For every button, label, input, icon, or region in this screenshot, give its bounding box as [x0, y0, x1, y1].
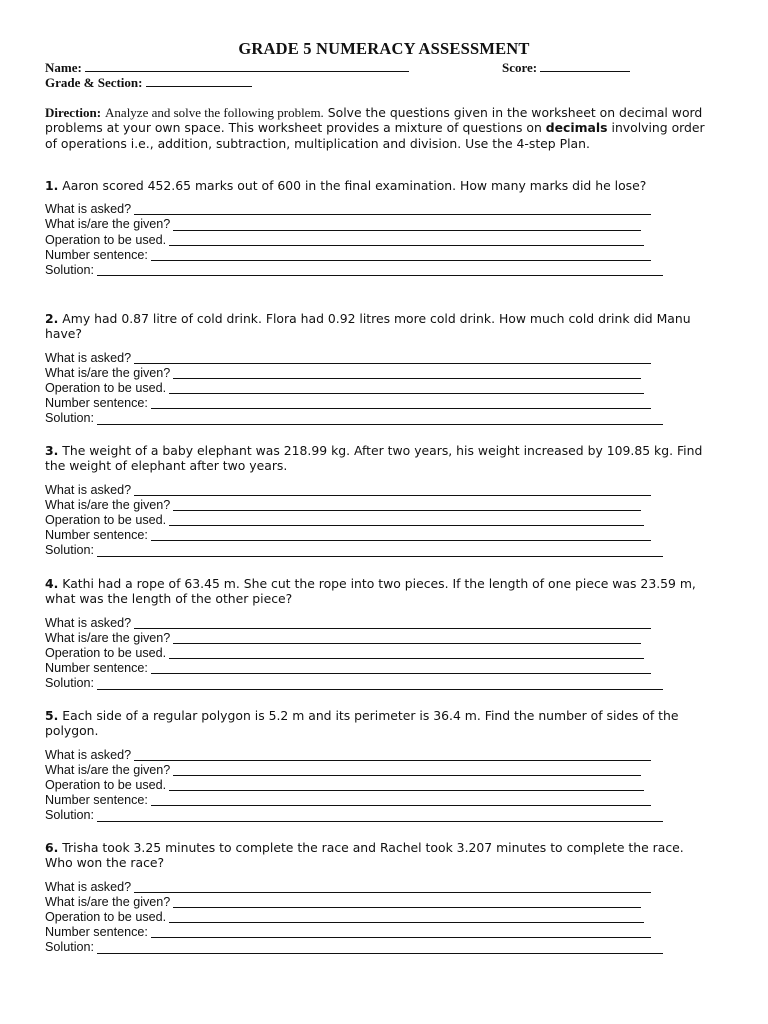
answer-fields: [45, 202, 713, 278]
given-label: What is/are the given?: [45, 497, 171, 512]
problem-question: [45, 576, 713, 607]
problem-number: 4.: [45, 576, 59, 591]
operation-label: Operation to be used.: [45, 380, 167, 395]
operation-answer-line[interactable]: [169, 779, 644, 791]
operation-answer-line[interactable]: [169, 647, 644, 659]
given-field: [45, 498, 713, 513]
asked-answer-line[interactable]: [134, 352, 651, 364]
operation-label: Operation to be used.: [45, 777, 167, 792]
solution-field: [45, 808, 713, 823]
solution-label: Solution:: [45, 940, 95, 955]
operation-answer-line[interactable]: [169, 234, 644, 246]
sentence-field: [45, 248, 713, 263]
asked-answer-line[interactable]: [134, 749, 651, 761]
given-answer-line[interactable]: [173, 632, 641, 644]
problem-number: 1.: [45, 178, 59, 193]
operation-field: [45, 910, 713, 925]
answer-fields: [45, 351, 713, 427]
problem-2: [45, 311, 713, 427]
asked-field: [45, 351, 713, 366]
sentence-answer-line[interactable]: [151, 926, 651, 938]
solution-answer-line[interactable]: [97, 264, 663, 276]
grade-section-row: [45, 75, 252, 91]
solution-label: Solution:: [45, 676, 95, 691]
given-field: [45, 217, 713, 232]
problem-question: [45, 443, 713, 474]
score-field[interactable]: [540, 60, 630, 72]
problem-question: [45, 178, 713, 193]
sentence-label: Number sentence:: [45, 528, 148, 543]
operation-field: [45, 381, 713, 396]
given-answer-line[interactable]: [173, 764, 641, 776]
solution-answer-line[interactable]: [97, 413, 663, 425]
answer-fields: [45, 616, 713, 692]
asked-field: [45, 748, 713, 763]
solution-answer-line[interactable]: [97, 545, 663, 557]
answer-fields: [45, 483, 713, 559]
problem-text: Amy had 0.87 litre of cold drink. Flora had 0.92 litres more cold drink. How much cold drink did Manu have?: [45, 311, 691, 342]
operation-field: [45, 646, 713, 661]
problem-question: [45, 708, 713, 739]
solution-field: [45, 543, 713, 558]
grade-section-label: Grade & Section:: [45, 75, 143, 90]
given-label: What is/are the given?: [45, 894, 171, 909]
score-row: [502, 60, 630, 76]
sentence-label: Number sentence:: [45, 925, 148, 940]
solution-field: [45, 411, 713, 426]
asked-answer-line[interactable]: [134, 484, 651, 496]
given-label: What is/are the given?: [45, 630, 171, 645]
asked-answer-line[interactable]: [134, 203, 651, 215]
direction-text-b: involving order of operations i.e., addition, subtraction, multiplication and division. Use the 4-step Plan.: [45, 120, 705, 151]
solution-label: Solution:: [45, 411, 95, 426]
direction-paragraph: [45, 105, 713, 151]
operation-answer-line[interactable]: [169, 382, 644, 394]
problem-number: 2.: [45, 311, 59, 326]
solution-answer-line[interactable]: [97, 810, 663, 822]
problem-1: [45, 178, 713, 278]
direction-label: Direction:: [45, 105, 102, 120]
asked-answer-line[interactable]: [134, 617, 651, 629]
grade-section-field[interactable]: [146, 75, 252, 87]
operation-label: Operation to be used.: [45, 909, 167, 924]
sentence-answer-line[interactable]: [151, 794, 651, 806]
given-field: [45, 366, 713, 381]
operation-field: [45, 513, 713, 528]
operation-answer-line[interactable]: [169, 911, 644, 923]
score-label: Score:: [502, 60, 538, 75]
answer-fields: [45, 748, 713, 824]
problem-6: [45, 840, 713, 956]
given-field: [45, 631, 713, 646]
operation-label: Operation to be used.: [45, 645, 167, 660]
asked-label: What is asked?: [45, 615, 132, 630]
problem-number: 5.: [45, 708, 59, 723]
asked-answer-line[interactable]: [134, 881, 651, 893]
operation-label: Operation to be used.: [45, 232, 167, 247]
solution-field: [45, 676, 713, 691]
direction-lead: Analyze and solve the following problem.: [105, 105, 324, 120]
asked-field: [45, 880, 713, 895]
asked-label: What is asked?: [45, 350, 132, 365]
problem-question: [45, 840, 713, 871]
asked-field: [45, 483, 713, 498]
sentence-label: Number sentence:: [45, 793, 148, 808]
name-label: Name:: [45, 60, 82, 75]
problem-question: [45, 311, 713, 342]
problem-number: 6.: [45, 840, 59, 855]
operation-field: [45, 233, 713, 248]
asked-label: What is asked?: [45, 879, 132, 894]
sentence-label: Number sentence:: [45, 396, 148, 411]
solution-field: [45, 940, 713, 955]
sentence-field: [45, 528, 713, 543]
given-label: What is/are the given?: [45, 365, 171, 380]
page-title: GRADE 5 NUMERACY ASSESSMENT: [238, 39, 530, 58]
problem-text: Trisha took 3.25 minutes to complete the race and Rachel took 3.207 minutes to complete the race. Who won the race?: [45, 840, 684, 871]
given-label: What is/are the given?: [45, 217, 171, 232]
sentence-answer-line[interactable]: [151, 529, 651, 541]
given-field: [45, 895, 713, 910]
asked-field: [45, 202, 713, 217]
direction-keyword: decimals: [545, 120, 608, 136]
sentence-answer-line[interactable]: [151, 249, 651, 261]
given-answer-line[interactable]: [173, 367, 641, 379]
sentence-label: Number sentence:: [45, 247, 148, 262]
solution-answer-line[interactable]: [97, 678, 663, 690]
solution-label: Solution:: [45, 808, 95, 823]
given-label: What is/are the given?: [45, 762, 171, 777]
problem-text: Kathi had a rope of 63.45 m. She cut the rope into two pieces. If the length of one piece was 23.59 m, what was the length of the other piece?: [45, 576, 696, 607]
sentence-field: [45, 925, 713, 940]
direction-text-a: Solve the questions given in the worksheet on decimal word problems at your own space. This worksheet provides a mixture of questions on: [45, 105, 703, 136]
sentence-label: Number sentence:: [45, 661, 148, 676]
problem-4: [45, 576, 713, 692]
sentence-answer-line[interactable]: [151, 662, 651, 674]
given-answer-line[interactable]: [173, 896, 641, 908]
problem-text: Aaron scored 452.65 marks out of 600 in the final examination. How many marks did he lose?: [62, 178, 647, 193]
asked-field: [45, 616, 713, 631]
solution-field: [45, 263, 713, 278]
solution-label: Solution:: [45, 543, 95, 558]
asked-label: What is asked?: [45, 482, 132, 497]
solution-label: Solution:: [45, 263, 95, 278]
answer-fields: [45, 880, 713, 956]
problem-text: The weight of a baby elephant was 218.99 kg. After two years, his weight increased by 109.85 kg. Find the weight of elephant after two years.: [45, 443, 703, 474]
operation-field: [45, 778, 713, 793]
sentence-field: [45, 396, 713, 411]
operation-answer-line[interactable]: [169, 514, 644, 526]
given-answer-line[interactable]: [173, 499, 641, 511]
problem-5: [45, 708, 713, 824]
given-field: [45, 763, 713, 778]
name-field[interactable]: [85, 60, 409, 72]
solution-answer-line[interactable]: [97, 942, 663, 954]
problem-number: 3.: [45, 443, 59, 458]
operation-label: Operation to be used.: [45, 512, 167, 527]
asked-label: What is asked?: [45, 747, 132, 762]
sentence-field: [45, 793, 713, 808]
name-row: [45, 60, 409, 76]
given-answer-line[interactable]: [173, 219, 641, 231]
sentence-answer-line[interactable]: [151, 397, 651, 409]
problem-3: [45, 443, 713, 559]
asked-label: What is asked?: [45, 202, 132, 217]
problem-text: Each side of a regular polygon is 5.2 m and its perimeter is 36.4 m. Find the number of sides of the polygon.: [45, 708, 679, 739]
sentence-field: [45, 661, 713, 676]
